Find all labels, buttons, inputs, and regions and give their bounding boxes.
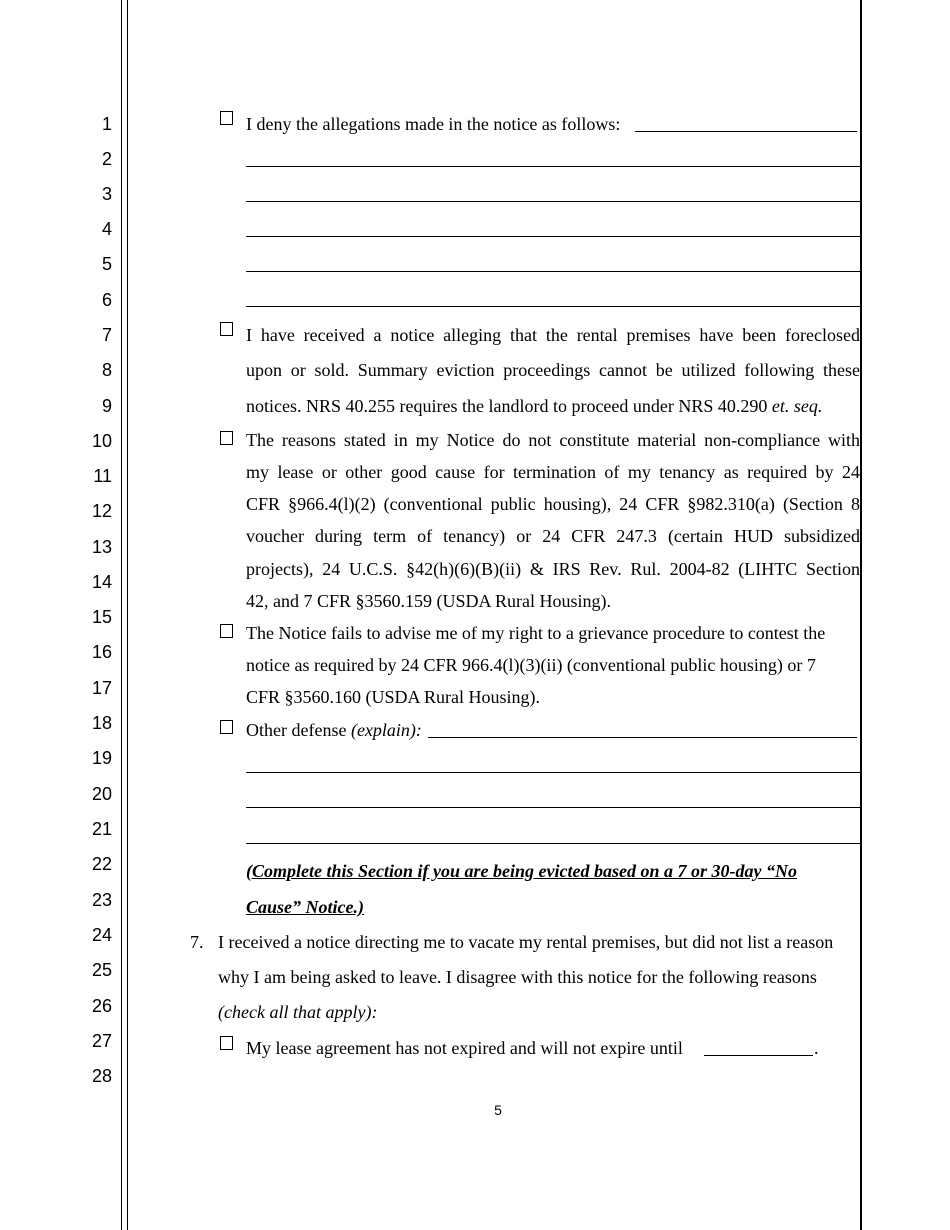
line-number: 15 (91, 607, 112, 627)
item-7-line-2: why I am being asked to leave. I disagree with this notice for the following reasons (218, 967, 817, 987)
line-number: 4 (101, 219, 112, 239)
noncompliance-line-1: The reasons stated in my Notice do not constitute material non-compliance with (246, 430, 860, 450)
line-number: 13 (91, 537, 112, 557)
deny-blank-line-2[interactable] (246, 166, 860, 167)
line-number: 28 (91, 1066, 112, 1086)
other-defense-explain: (explain): (350, 720, 422, 740)
lease-text: My lease agreement has not expired and will not expire until (246, 1038, 683, 1058)
other-blank-line-2[interactable] (246, 772, 860, 773)
line-number: 26 (91, 996, 112, 1016)
item-7-line-1: I received a notice directing me to vacate my rental premises, but did not list a reason (218, 932, 834, 952)
grievance-line-3: CFR §3560.160 (USDA Rural Housing). (246, 687, 541, 707)
line-number: 5 (101, 254, 112, 274)
other-defense-label (246, 719, 422, 741)
checkbox-noncompliance[interactable] (220, 431, 233, 445)
lease-suffix: . (814, 1038, 819, 1058)
line-number: 7 (101, 325, 112, 345)
foreclosure-line-2: upon or sold. Summary eviction proceedings cannot be utilized following these (246, 360, 860, 380)
deny-blank-line-4[interactable] (246, 236, 860, 237)
right-margin-rule (860, 0, 862, 1230)
line-number: 14 (91, 572, 112, 592)
line-number: 27 (91, 1031, 112, 1051)
other-blank-line-4[interactable] (246, 843, 860, 844)
line-number: 3 (101, 184, 112, 204)
foreclosure-line-3-text: notices. NRS 40.255 requires the landlord to proceed under NRS 40.290 (246, 396, 768, 416)
noncompliance-line-3: CFR §966.4(l)(2) (conventional public housing), 24 CFR §982.310(a) (Section 8 (246, 494, 860, 514)
deny-blank-line-6[interactable] (246, 306, 860, 307)
foreclosure-line-3 (246, 395, 822, 417)
deny-allegations-text: I deny the allegations made in the notice as follows: (246, 114, 621, 134)
line-number: 10 (91, 431, 112, 451)
checkbox-other-defense[interactable] (220, 720, 233, 734)
item-7-number: 7. (190, 932, 204, 952)
left-margin-rule-outer (121, 0, 122, 1230)
deny-blank-line-3[interactable] (246, 201, 860, 202)
line-number: 22 (91, 854, 112, 874)
other-blank-line-1[interactable] (428, 737, 857, 738)
checkbox-foreclosure[interactable] (220, 322, 233, 336)
section-note-line-1: (Complete this Section if you are being evicted based on a 7 or 30-day “No (246, 861, 797, 881)
line-number: 11 (93, 466, 112, 486)
line-number: 9 (101, 396, 112, 416)
deny-blank-line-5[interactable] (246, 271, 860, 272)
line-number: 12 (91, 501, 112, 521)
item-7-line-3: (check all that apply): (218, 1002, 378, 1022)
foreclosure-line-1: I have received a notice alleging that the rental premises have been foreclosed (246, 325, 860, 345)
checkbox-deny-allegations[interactable] (220, 111, 233, 125)
line-number: 17 (91, 678, 112, 698)
checkbox-lease-not-expired[interactable] (220, 1036, 233, 1050)
line-number: 8 (101, 360, 112, 380)
line-number: 1 (101, 114, 112, 134)
grievance-line-1: The Notice fails to advise me of my right to a grievance procedure to contest the (246, 623, 826, 643)
line-number: 25 (91, 960, 112, 980)
foreclosure-line-3-italic: et. seq. (767, 396, 823, 416)
line-number: 21 (91, 819, 112, 839)
line-number: 16 (91, 642, 112, 662)
line-number: 20 (91, 784, 112, 804)
page-number: 5 (494, 1102, 502, 1118)
other-blank-line-3[interactable] (246, 807, 860, 808)
line-number: 24 (91, 925, 112, 945)
line-number: 6 (101, 290, 112, 310)
deny-blank-line-1[interactable] (635, 131, 857, 132)
other-defense-text: Other defense (246, 720, 351, 740)
grievance-line-2: notice as required by 24 CFR 966.4(l)(3)(ii) (conventional public housing) or 7 (246, 655, 816, 675)
noncompliance-line-5: projects), 24 U.C.S. §42(h)(6)(B)(ii) & IRS Rev. Rul. 2004-82 (LIHTC Section (246, 559, 860, 579)
section-note-line-2: Cause” Notice.) (246, 897, 364, 917)
checkbox-grievance[interactable] (220, 624, 233, 638)
noncompliance-line-4: voucher during term of tenancy) or 24 CFR 247.3 (certain HUD subsidized (246, 526, 860, 546)
line-number: 23 (91, 890, 112, 910)
lease-expiry-blank[interactable] (704, 1055, 813, 1056)
noncompliance-line-2: my lease or other good cause for termination of my tenancy as required by 24 (246, 462, 860, 482)
line-number: 2 (101, 149, 112, 169)
line-number: 18 (91, 713, 112, 733)
left-margin-rule-inner (127, 0, 128, 1230)
line-number: 19 (91, 748, 112, 768)
noncompliance-line-6: 42, and 7 CFR §3560.159 (USDA Rural Housing). (246, 591, 612, 611)
